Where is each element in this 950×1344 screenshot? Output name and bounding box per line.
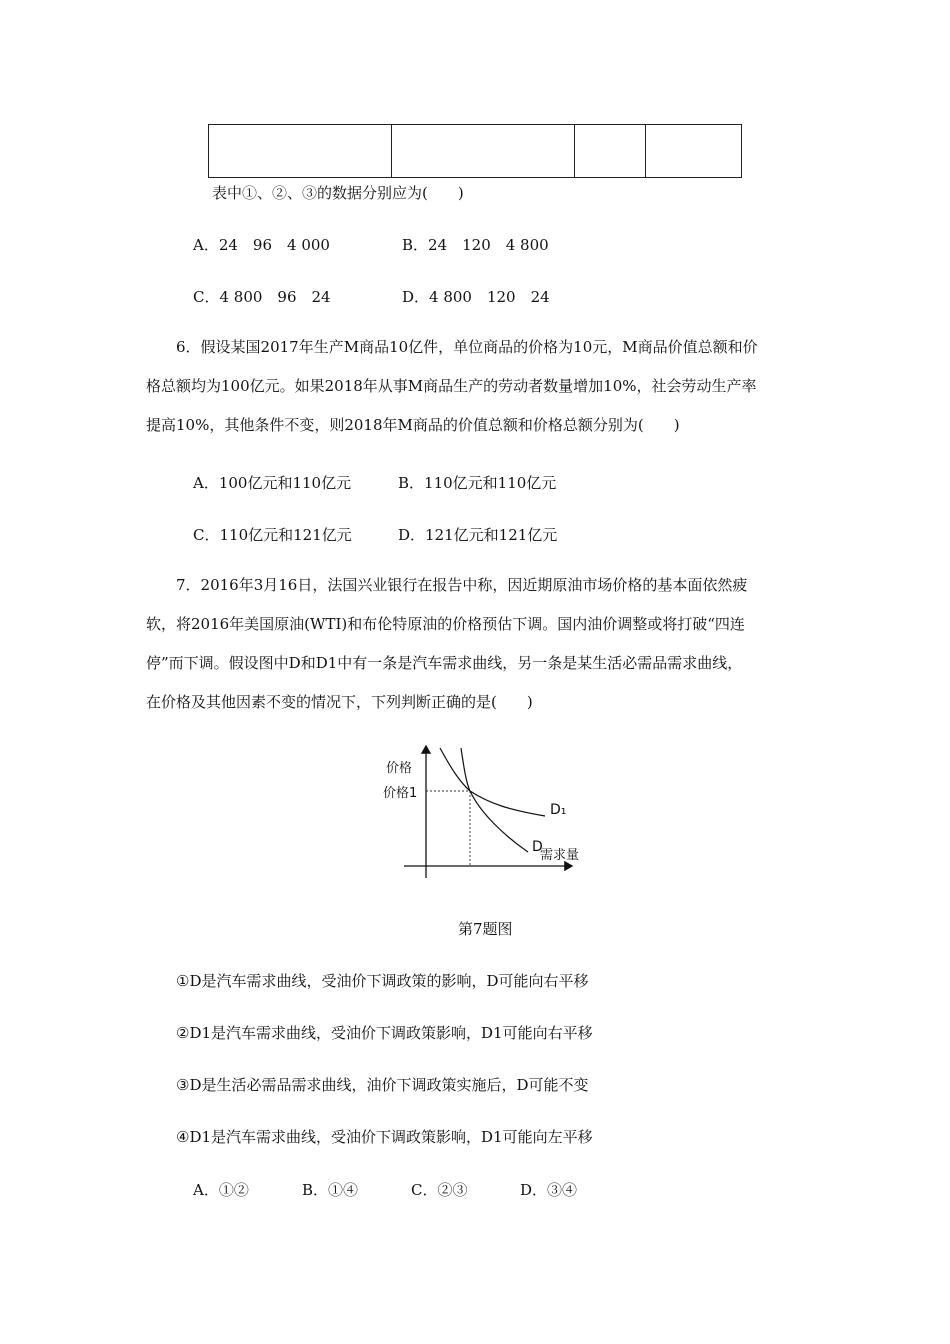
y-axis-label: 价格 [386, 761, 413, 776]
q7-option-d: D．③④ [520, 1181, 578, 1199]
q7-option-b: B．①④ [302, 1181, 359, 1199]
question-7-line: 软，将2016年美国原油(WTI)和布伦特原油的价格预估下调。国内油价调整或将打破“四连 [146, 615, 745, 633]
q5-option-d: D．4 800 120 24 [402, 288, 550, 306]
curve-d-label: D [532, 839, 543, 855]
q6-option-c: C．110亿元和121亿元 [193, 526, 352, 544]
table-row [209, 125, 742, 178]
statement-1: ①D是汽车需求曲线，受油价下调政策的影响，D可能向右平移 [176, 972, 589, 990]
price-label: 价格1 [383, 786, 418, 801]
figure-caption: 第7题图 [458, 920, 513, 938]
statement-3: ③D是生活必需品需求曲线，油价下调政策实施后，D可能不变 [176, 1076, 589, 1094]
q5-option-a: A．24 96 4 000 [193, 236, 330, 254]
question-6-line: 格总额均为100亿元。如果2018年从事M商品生产的劳动者数量增加10%，社会劳动生产率 [146, 377, 757, 395]
q5-option-c: C．4 800 96 24 [193, 288, 331, 306]
question-7-line: 停”而下调。假设图中D和D1中有一条是汽车需求曲线，另一条是某生活必需品需求曲线， [146, 654, 743, 672]
q5-option-b: B．24 120 4 800 [402, 236, 549, 254]
curve-d1-label: D₁ [550, 802, 567, 818]
q6-option-a: A．100亿元和110亿元 [193, 474, 352, 492]
x-axis-label: 需求量 [540, 848, 580, 863]
question-7-line: 7．2016年3月16日，法国兴业银行在报告中称，因近期原油市场价格的基本面依然疲 [176, 576, 748, 594]
curve-d1 [440, 748, 545, 816]
q7-option-a: A．①② [193, 1181, 249, 1199]
question-7-line: 在价格及其他因素不变的情况下，下列判断正确的是( ) [146, 693, 533, 711]
statement-4: ④D1是汽车需求曲线，受油价下调政策影响，D1可能向左平移 [176, 1128, 593, 1146]
q7-option-c: C．②③ [411, 1181, 468, 1199]
q6-option-d: D．121亿元和121亿元 [398, 526, 558, 544]
question-7 [146, 566, 826, 722]
question-6-line: 提高10%，其他条件不变，则2018年M商品的价值总额和价格总额分别为( ) [146, 416, 680, 434]
question-6 [146, 328, 826, 445]
q6-option-b: B．110亿元和110亿元 [398, 474, 557, 492]
statement-2: ②D1是汽车需求曲线，受油价下调政策影响，D1可能向右平移 [176, 1024, 593, 1042]
demand-curve-figure [380, 742, 580, 882]
curve-d [461, 748, 528, 852]
table-cell [392, 125, 575, 178]
table-question: 表中①、②、③的数据分别应为( ) [212, 184, 464, 202]
question-6-line: 6．假设某国2017年生产M商品10亿件，单位商品的价格为10元，M商品价值总额和价 [176, 338, 758, 356]
table-cell [575, 125, 646, 178]
table-cell [646, 125, 742, 178]
table-cell [209, 125, 392, 178]
data-table [208, 124, 742, 178]
